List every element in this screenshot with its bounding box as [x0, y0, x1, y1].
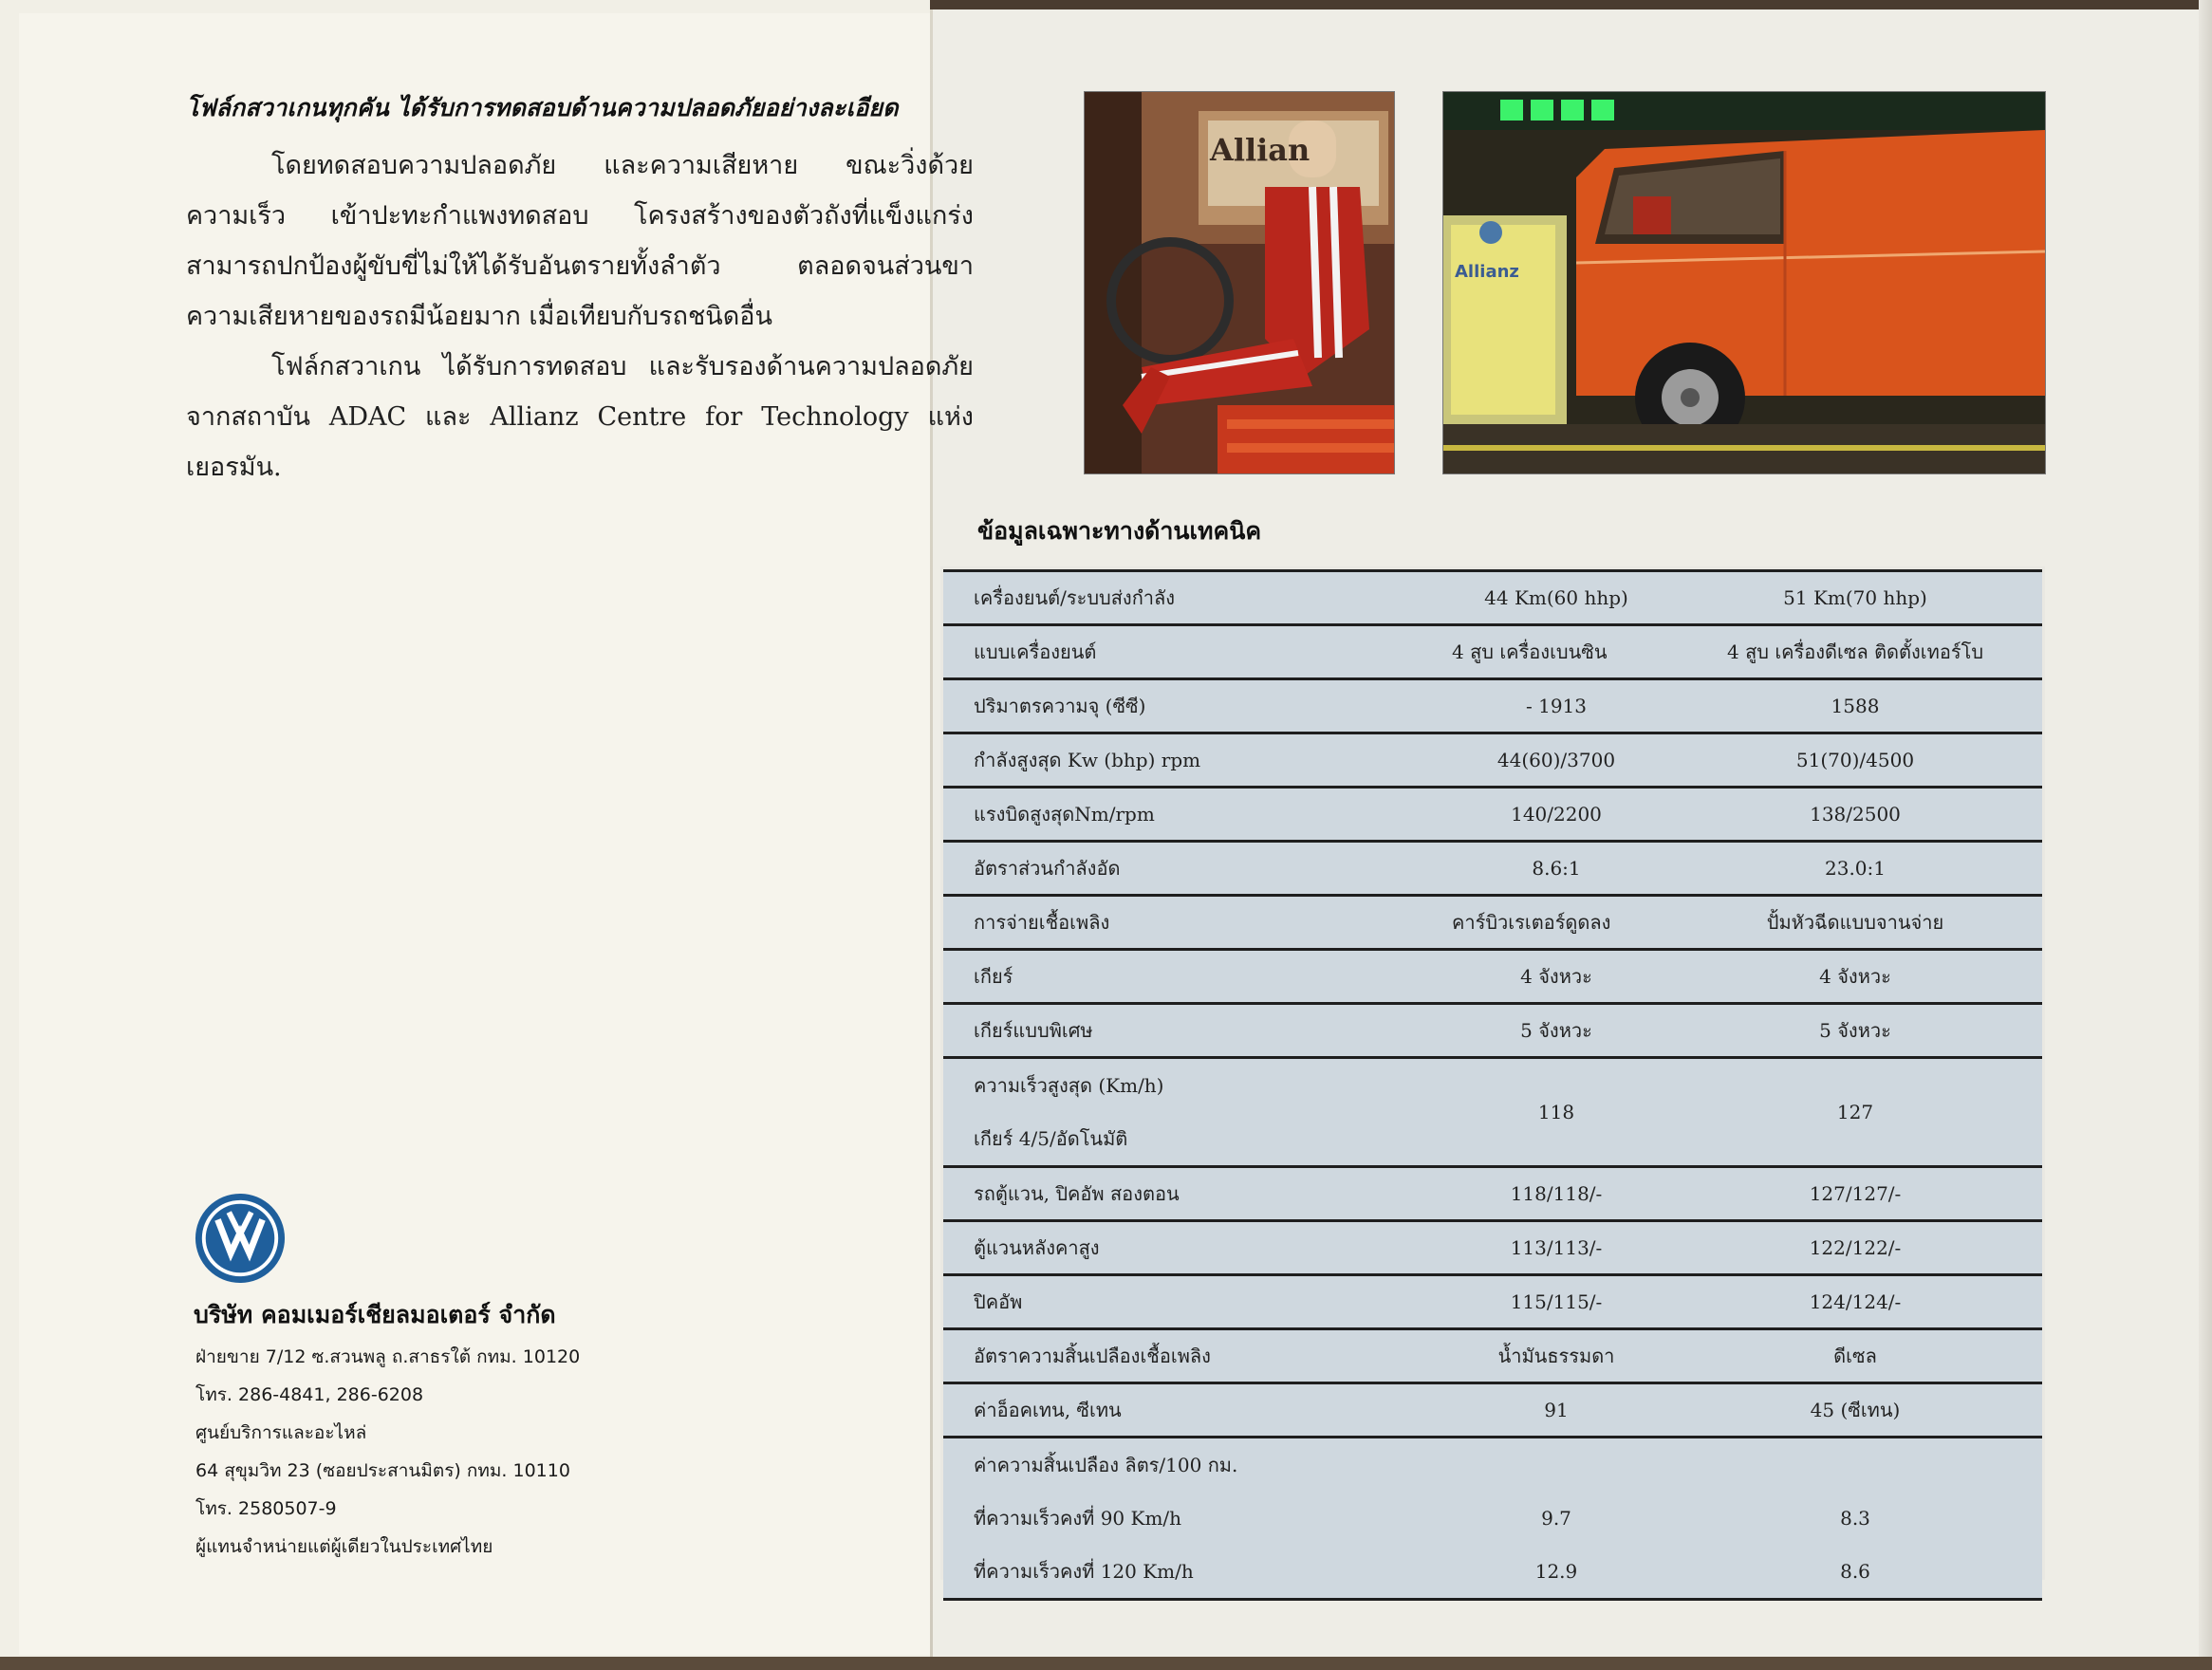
spec-diesel-cell: 45 (ซีเทน)	[1668, 1383, 2042, 1438]
spec-diesel-cell: 5 จังหวะ	[1668, 1004, 2042, 1058]
spec-diesel-cell: 51 Km(70 hhp)	[1668, 571, 2042, 625]
spec-table-body-b	[943, 1167, 2042, 1438]
consumption-head-label: ค่าความสิ้นเปลือง ลิตร/100 กม.	[974, 1454, 1238, 1476]
spec-table-frame	[940, 566, 2045, 1583]
spec-petrol-cell: 140/2200	[1446, 788, 1668, 842]
spec-petrol-cell: 4 สูบ เครื่องเบนซิน	[1446, 625, 1668, 679]
spec-label-cell: เกียร์แบบพิเศษ	[943, 1004, 1446, 1058]
spec-diesel-cell: 127/127/-	[1668, 1167, 2042, 1221]
service-address: 64 สุขุมวิท 23 (ซอยประสานมิตร) กทม. 10110	[195, 1460, 570, 1481]
table-row	[943, 950, 2042, 1004]
spec-petrol-cell: 91	[1446, 1383, 1668, 1438]
spec-label-cell: เครื่องยนต์/ระบบส่งกำลัง	[943, 571, 1446, 625]
consumption-diesel-90: 8.3	[1840, 1507, 1870, 1530]
spec-diesel-cell: 4 จังหวะ	[1668, 950, 2042, 1004]
speed-diesel-cell: 127	[1668, 1058, 2042, 1167]
spec-petrol-cell: 5 จังหวะ	[1446, 1004, 1668, 1058]
speed-petrol-cell: 118	[1446, 1058, 1668, 1167]
spec-diesel-cell: 1588	[1668, 679, 2042, 733]
allian-sign-text: Allian	[1210, 132, 1310, 168]
company-contact	[195, 1338, 708, 1566]
van-crash-test-photo	[1442, 91, 2046, 474]
spec-label-cell: ตู้แวนหลังคาสูง	[943, 1221, 1446, 1275]
table-row	[943, 679, 2042, 733]
safety-description	[186, 140, 974, 492]
spec-diesel-cell: 138/2500	[1668, 788, 2042, 842]
table-row	[943, 1275, 2042, 1329]
spec-table-consumption-section	[943, 1438, 2042, 1600]
spec-diesel-cell: 51(70)/4500	[1668, 733, 2042, 788]
spec-label-cell: อัตราความสิ้นเปลืองเชื้อเพลิง	[943, 1329, 1446, 1383]
company-name: บริษัท คอมเมอร์เชียลมอเตอร์ จำกัด	[194, 1301, 556, 1328]
consumption-petrol-cell	[1446, 1438, 1668, 1600]
spec-petrol-cell: 115/115/-	[1446, 1275, 1668, 1329]
table-row	[943, 896, 2042, 950]
spec-label-cell: แบบเครื่องยนต์	[943, 625, 1446, 679]
spec-petrol-cell: 118/118/-	[1446, 1167, 1668, 1221]
table-row	[943, 733, 2042, 788]
van-crash-illustration	[1443, 92, 2045, 473]
spec-petrol-cell: น้ำมันธรรมดา	[1446, 1329, 1668, 1383]
consumption-90-label: ที่ความเร็วคงที่ 90 Km/h	[974, 1507, 1182, 1530]
spec-table	[943, 569, 2042, 1601]
sales-phone: โทร. 286-4841, 286-6208	[195, 1384, 424, 1405]
table-row	[943, 1329, 2042, 1383]
table-row	[943, 625, 2042, 679]
spec-label-cell: รถตู้แวน, ปิคอัพ สองตอน	[943, 1167, 1446, 1221]
spec-petrol-cell: - 1913	[1446, 679, 1668, 733]
spec-label-cell: ค่าอ็อคเทน, ซีเทน	[943, 1383, 1446, 1438]
consumption-petrol-90: 9.7	[1541, 1507, 1571, 1530]
table-row	[943, 1438, 2042, 1600]
spec-petrol-cell: 113/113/-	[1446, 1221, 1668, 1275]
consumption-diesel-120: 8.6	[1840, 1560, 1870, 1583]
spec-diesel-cell: ดีเซล	[1668, 1329, 2042, 1383]
spec-diesel-cell: 124/124/-	[1668, 1275, 2042, 1329]
table-row	[943, 571, 2042, 625]
table-row	[943, 1383, 2042, 1438]
consumption-petrol-120: 12.9	[1534, 1560, 1578, 1583]
table-row	[943, 1058, 2042, 1167]
speed-label-cell	[943, 1058, 1446, 1167]
safety-paragraph-2: โฟล์กสวาเกน ได้รับการทดสอบ และรับรองด้านความปลอดภัยจากสถาบัน ADAC และ Allianz Centre for Technology แห่งเยอรมัน.	[186, 352, 974, 482]
vw-logo-icon	[194, 1192, 287, 1285]
spec-diesel-cell: 4 สูบ เครื่องดีเซล ติดตั้งเทอร์โบ	[1668, 625, 2042, 679]
speed-label-line-1: ความเร็วสูงสุด (Km/h)	[974, 1074, 1164, 1097]
spec-label-cell: ปิคอัพ	[943, 1275, 1446, 1329]
spec-label-cell: อัตราส่วนกำลังอัด	[943, 842, 1446, 896]
spec-table-body-a	[943, 571, 2042, 1058]
spec-table-speed-section	[943, 1058, 2042, 1167]
spec-label-cell: แรงบิดสูงสุดNm/rpm	[943, 788, 1446, 842]
spec-label-cell: การจ่ายเชื้อเพลิง	[943, 896, 1446, 950]
spec-petrol-cell: 44(60)/3700	[1446, 733, 1668, 788]
consumption-diesel-cell	[1668, 1438, 2042, 1600]
scan-edge-top	[930, 0, 2212, 9]
tech-spec-title: ข้อมูลเฉพาะทางด้านเทคนิค	[977, 517, 1262, 545]
spec-diesel-cell: ปั้มหัวฉีดแบบจานจ่าย	[1668, 896, 2042, 950]
dealer-note: ผู้แทนจำหน่ายแต่ผู้เดียวในประเทศไทย	[195, 1536, 493, 1557]
consumption-120-label: ที่ความเร็วคงที่ 120 Km/h	[974, 1560, 1194, 1583]
spec-label-cell: ปริมาตรความจุ (ซีซี)	[943, 679, 1446, 733]
table-row	[943, 1167, 2042, 1221]
service-title: ศูนย์บริการและอะไหล่	[195, 1422, 367, 1443]
spec-petrol-cell: 4 จังหวะ	[1446, 950, 1668, 1004]
consumption-label-cell	[943, 1438, 1446, 1600]
vw-logo	[194, 1192, 287, 1285]
table-row	[943, 788, 2042, 842]
spec-petrol-cell: คาร์บิวเรเตอร์ดูดลง	[1446, 896, 1668, 950]
spec-label-cell: กำลังสูงสุด Kw (bhp) rpm	[943, 733, 1446, 788]
allianz-sign-text: Allianz	[1455, 262, 1519, 282]
spec-petrol-cell: 8.6:1	[1446, 842, 1668, 896]
crash-dummy-photo	[1084, 91, 1395, 474]
spec-diesel-cell: 23.0:1	[1668, 842, 2042, 896]
table-row	[943, 1004, 2042, 1058]
spec-diesel-cell: 122/122/-	[1668, 1221, 2042, 1275]
scan-edge-bottom	[0, 1657, 2212, 1670]
scan-edge-right	[2199, 0, 2212, 1670]
service-phone: โทร. 2580507-9	[195, 1498, 337, 1519]
sales-address: ฝ่ายขาย 7/12 ซ.สวนพลู ถ.สาธรใต้ กทม. 10120	[195, 1346, 581, 1367]
spec-label-cell: เกียร์	[943, 950, 1446, 1004]
spec-petrol-cell: 44 Km(60 hhp)	[1446, 571, 1668, 625]
crash-dummy-illustration	[1085, 92, 1394, 473]
safety-paragraph-1: โดยทดสอบความปลอดภัย และความเสียหาย ขณะวิ่งด้วยความเร็ว เข้าปะทะกำแพงทดสอบ โครงสร้างของตัวถังที่แข็งแกร่ง สามารถปกป้องผู้ขับขี่ไม่ให้ได้รับอันตรายทั้งลำตัว ตลอดจนส่วนขา ความเสียหายของรถมีน้อยมาก เมื่อเทียบกับรถชนิดอื่น	[186, 151, 974, 331]
safety-heading: โฟล์กสวาเกนทุกคัน ได้รับการทดสอบด้านความปลอดภัยอย่างละเอียด	[186, 94, 899, 121]
speed-label-line-2: เกียร์ 4/5/อัดโนมัติ	[974, 1127, 1128, 1150]
table-row	[943, 842, 2042, 896]
table-row	[943, 1221, 2042, 1275]
